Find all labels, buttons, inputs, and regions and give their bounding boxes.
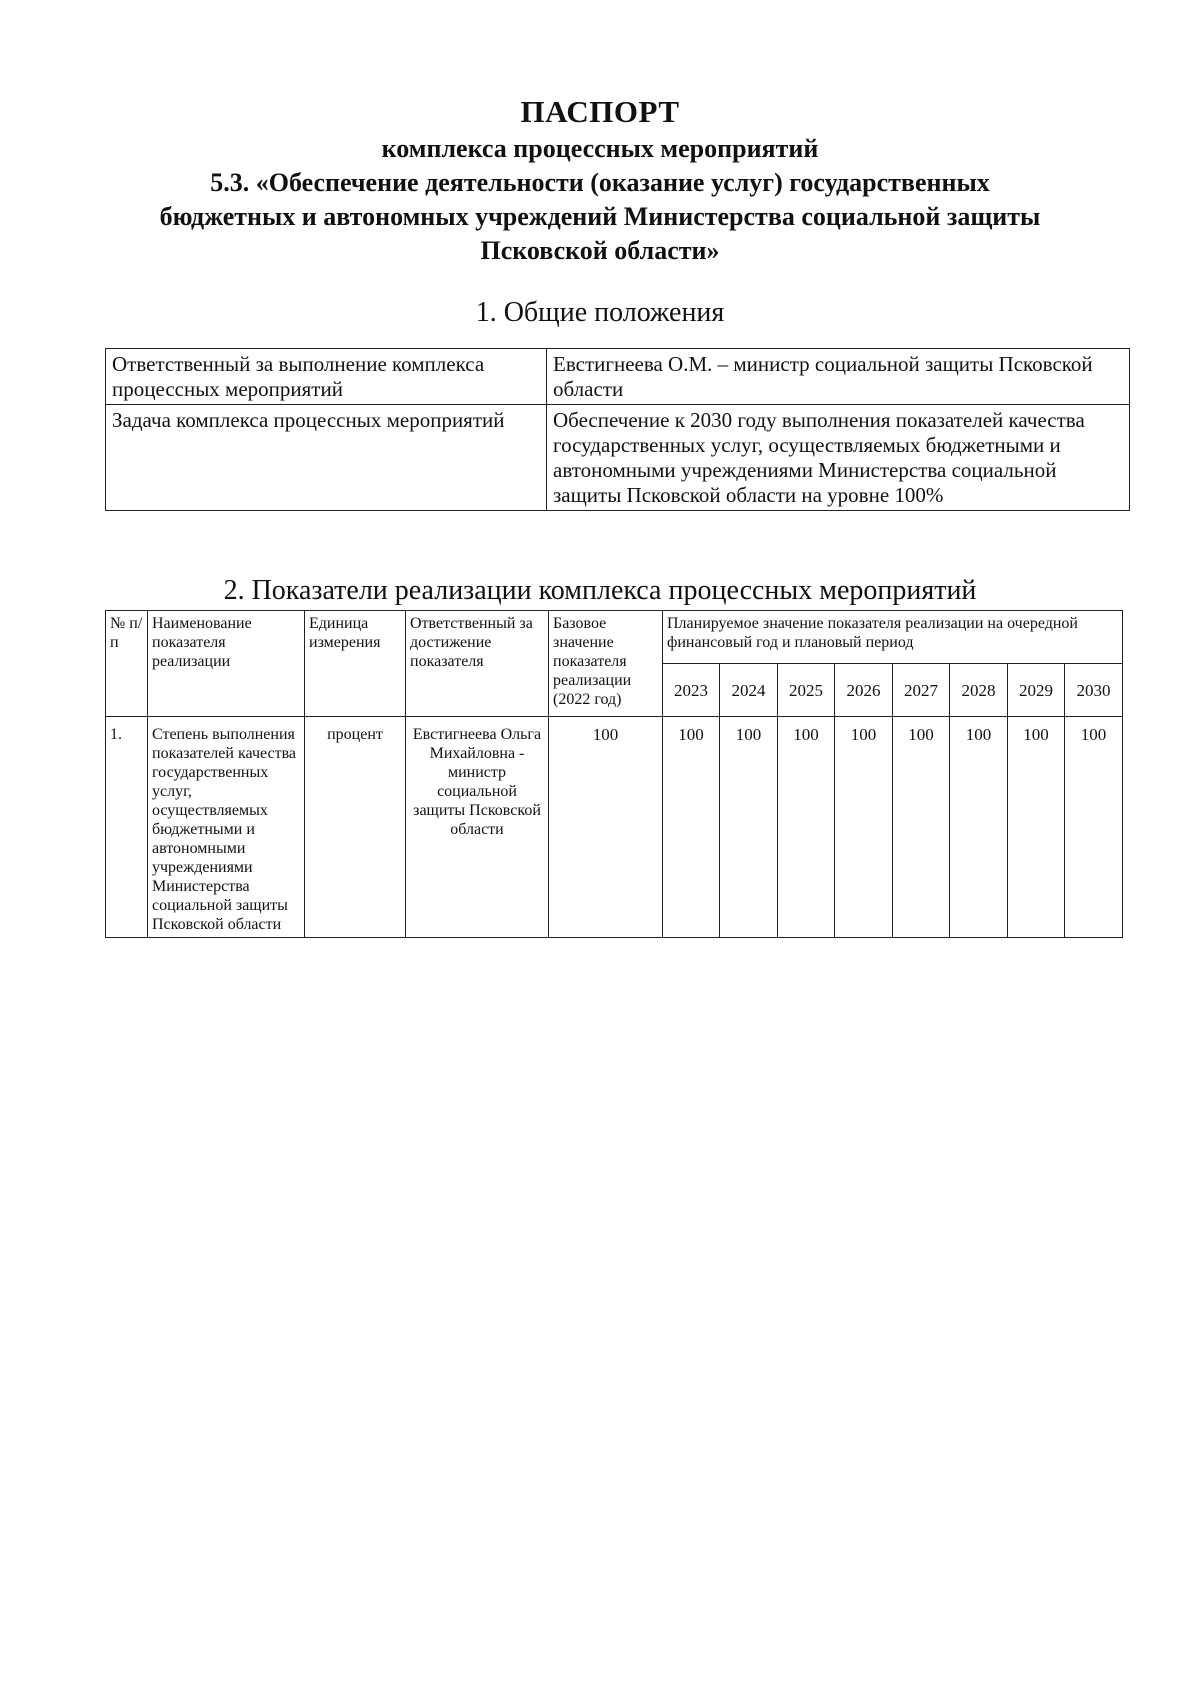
general-provisions-table [105, 348, 1130, 511]
table-row [106, 717, 1123, 938]
section-1-title: 1. Общие положения [475, 297, 725, 328]
table-row [106, 405, 1130, 511]
document-subtitle-line-4: Псковской области» [480, 236, 720, 265]
header-unit: Единица измерения [305, 611, 406, 717]
row-unit: процент [305, 717, 406, 938]
header-year: 2024 [720, 664, 778, 717]
header-num: № п/п [106, 611, 148, 717]
header-year: 2027 [893, 664, 950, 717]
row-year-value: 100 [720, 717, 778, 938]
header-year: 2028 [950, 664, 1008, 717]
header-name: Наименование показателя реализации [148, 611, 305, 717]
row-year-value: 100 [1065, 717, 1123, 938]
row-year-value: 100 [893, 717, 950, 938]
row-year-value: 100 [835, 717, 893, 938]
document-title: ПАСПОРТ [520, 94, 680, 129]
table-header-row [106, 611, 1123, 664]
document-subtitle-line-2: 5.3. «Обеспечение деятельности (оказание услуг) государственных [210, 168, 990, 197]
document-subtitle-line-1: комплекса процессных мероприятий [381, 134, 819, 163]
header-year: 2030 [1065, 664, 1123, 717]
document-subtitle-line-3: бюджетных и автономных учреждений Министерства социальной защиты [159, 202, 1041, 231]
document-header [100, 92, 1100, 268]
header-responsible: Ответственный за достижение показателя [406, 611, 549, 717]
header-planned: Планируемое значение показателя реализации на очередной финансовый год и плановый период [663, 611, 1123, 664]
row-base-value: 100 [549, 717, 663, 938]
table-row [106, 349, 1130, 405]
header-year: 2025 [778, 664, 835, 717]
indicators-table [105, 610, 1123, 938]
header-base: Базовое значение показателя реализации (2022 год) [549, 611, 663, 717]
row-year-value: 100 [950, 717, 1008, 938]
row-indicator-name: Степень выполнения показателей качества государственных услуг, осуществляемых бюджетными и автономными учреждениями Министерства социальной защиты Псковской области [148, 717, 305, 938]
responsible-value: Евстигнеева О.М. – министр социальной защиты Псковской области [547, 349, 1130, 405]
header-year: 2026 [835, 664, 893, 717]
header-year: 2023 [663, 664, 720, 717]
row-year-value: 100 [1008, 717, 1065, 938]
responsible-label: Ответственный за выполнение комплекса процессных мероприятий [106, 349, 547, 405]
task-value: Обеспечение к 2030 году выполнения показателей качества государственных услуг, осуществляемых бюджетными и автономными учреждениями Министерства социальной защиты Псковской области на уровне 100% [547, 405, 1130, 511]
header-year: 2029 [1008, 664, 1065, 717]
row-year-value: 100 [663, 717, 720, 938]
row-num: 1. [106, 717, 148, 938]
section-2-title: 2. Показатели реализации комплекса процессных мероприятий [223, 575, 977, 606]
row-responsible: Евстигнеева Ольга Михайловна - министр социальной защиты Псковской области [406, 717, 549, 938]
row-year-value: 100 [778, 717, 835, 938]
task-label: Задача комплекса процессных мероприятий [106, 405, 547, 511]
